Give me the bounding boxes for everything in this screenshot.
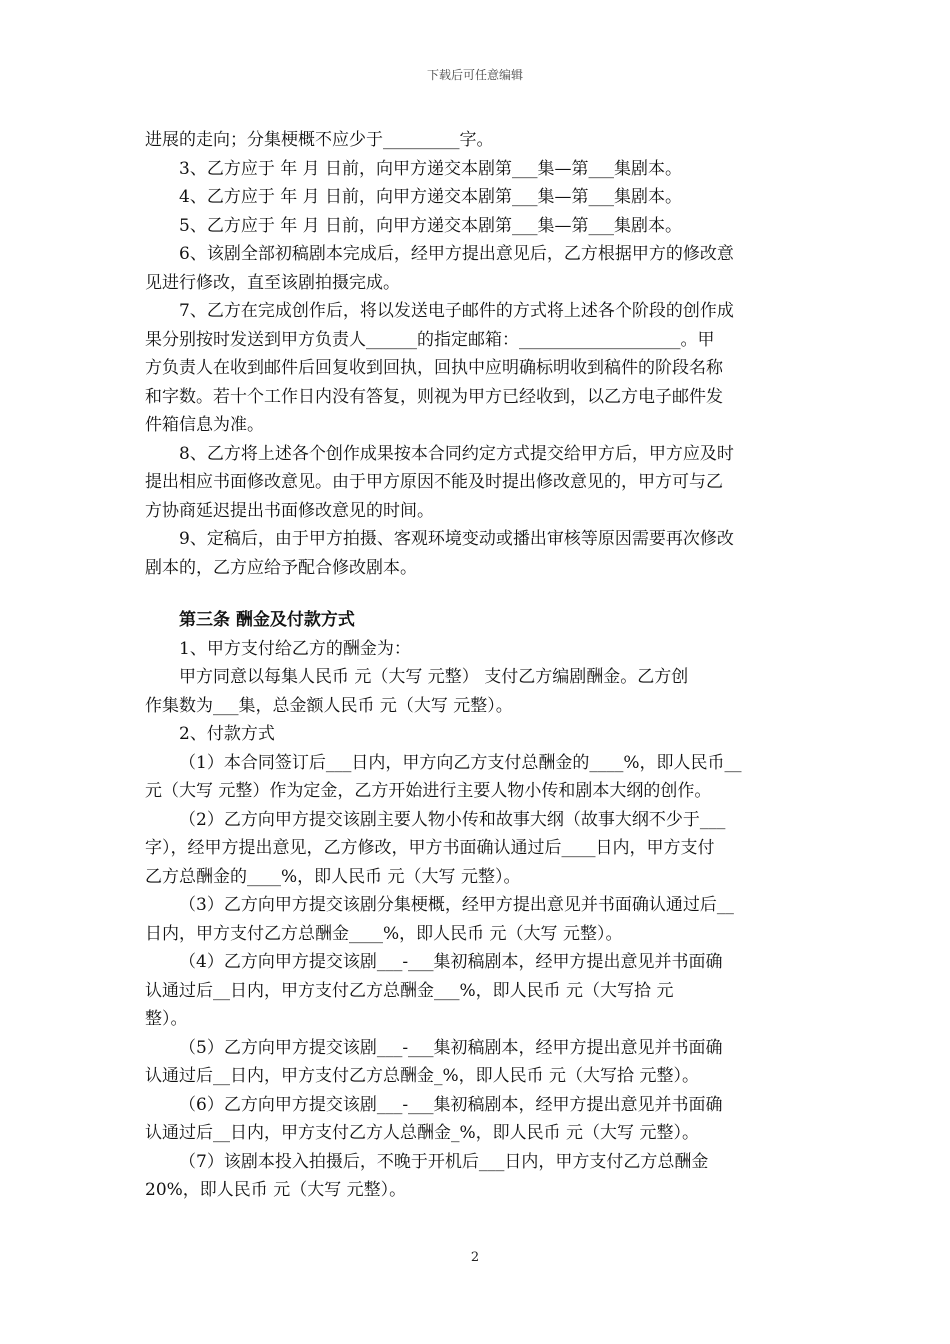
text-line: （1）本合同签订后___日内，甲方向乙方支付总酬金的____%，即人民币__: [179, 752, 742, 773]
text-line: 6、该剧全部初稿剧本完成后，经甲方提出意见后，乙方根据甲方的修改意: [179, 244, 734, 264]
text-line: 3、乙方应于 年 月 日前，向甲方递交本剧第___集—第___集剧本。: [179, 158, 683, 179]
text-line: 果分别按时发送到甲方负责人______的指定邮箱：___________________。甲: [145, 329, 715, 350]
text-line: 日内，甲方支付乙方总酬金____%，即人民币 元（大写 元整）。: [145, 923, 623, 944]
text-line: 进展的走向；分集梗概不应少于_________字。: [145, 130, 494, 150]
text-line: 方负责人在收到邮件后回复收到回执，回执中应明确标明收到稿件的阶段名称: [145, 358, 723, 378]
text-line: （4）乙方向甲方提交该剧___-___集初稿剧本，经甲方提出意见并书面确: [179, 952, 723, 972]
paragraph-gap: [145, 582, 815, 606]
text-line: 5、乙方应于 年 月 日前，向甲方递交本剧第___集—第___集剧本。: [179, 215, 683, 236]
text-line: 认通过后__日内，甲方支付乙方总酬金___%，即人民币 元（大写拾 元: [145, 980, 674, 1001]
text-line: 件箱信息为准。: [145, 415, 264, 435]
text-line: （7）该剧本投入拍摄后，不晚于开机后___日内，甲方支付乙方总酬金: [179, 1151, 709, 1172]
text-line: 和字数。若十个工作日内没有答复，则视为甲方已经收到，以乙方电子邮件发: [145, 386, 723, 407]
text-line: 认通过后__日内，甲方支付乙方总酬金_%，即人民币 元（大写拾 元整）。: [145, 1066, 699, 1086]
text-line: 20%，即人民币 元（大写 元整）。: [145, 1180, 407, 1200]
text-line: （6）乙方向甲方提交该剧___-___集初稿剧本，经甲方提出意见并书面确: [179, 1094, 723, 1115]
text-line: 见进行修改，直至该剧拍摄完成。: [145, 272, 400, 293]
text-line: 作集数为___集，总金额人民币 元（大写 元整）。: [145, 695, 513, 716]
text-line: （5）乙方向甲方提交该剧___-___集初稿剧本，经甲方提出意见并书面确: [179, 1037, 723, 1058]
text-line: 字），经甲方提出意见，乙方修改，甲方书面确认通过后____日内，甲方支付: [145, 838, 715, 858]
document-body: [145, 126, 815, 1205]
text-line: 1、甲方支付给乙方的酬金为：: [179, 638, 411, 659]
text-line: 元（大写 元整）作为定金，乙方开始进行主要人物小传和剧本大纲的创作。: [145, 781, 712, 801]
text-line: 剧本的，乙方应给予配合修改剧本。: [145, 557, 417, 578]
text-line: 认通过后__日内，甲方支付乙方人总酬金_%，即人民币 元（大写 元整）。: [145, 1123, 699, 1143]
page-number: 2: [470, 1250, 480, 1265]
text-line: 甲方同意以每集人民币 元（大写 元整） 支付乙方编剧酬金。乙方创: [179, 667, 689, 687]
text-line: 7、乙方在完成创作后，将以发送电子邮件的方式将上述各个阶段的创作成: [179, 301, 734, 321]
text-line: 8、乙方将上述各个创作成果按本合同约定方式提交给甲方后，甲方应及时: [179, 443, 734, 464]
text-line: 2、付款方式: [179, 724, 275, 744]
text-line: （3）乙方向甲方提交该剧分集梗概，经甲方提出意见并书面确认通过后__: [179, 895, 734, 915]
text-line: 9、定稿后，由于甲方拍摄、客观环境变动或播出审核等原因需要再次修改: [179, 529, 734, 549]
text-line: （2）乙方向甲方提交该剧主要人物小传和故事大纲（故事大纲不少于___: [179, 809, 726, 830]
text-line: 4、乙方应于 年 月 日前，向甲方递交本剧第___集—第___集剧本。: [179, 187, 683, 207]
text-line: 提出相应书面修改意见。由于甲方原因不能及时提出修改意见的，甲方可与乙: [145, 472, 723, 492]
text-line: 乙方总酬金的____%，即人民币 元（大写 元整）。: [145, 866, 521, 887]
text-line: 整）。: [145, 1009, 188, 1029]
section-heading: 第三条 酬金及付款方式: [179, 610, 355, 630]
page-header: 下载后可任意编辑: [426, 68, 523, 82]
text-line: 方协商延迟提出书面修改意见的时间。: [145, 500, 434, 521]
